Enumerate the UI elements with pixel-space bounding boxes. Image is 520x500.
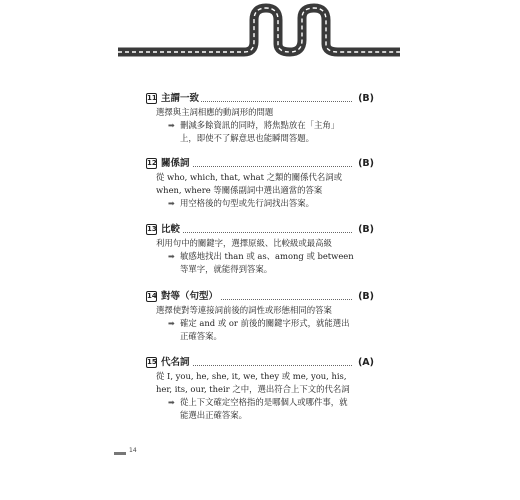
item-12 xyxy=(146,157,374,210)
item-11 xyxy=(146,92,374,145)
item-tip-text: 從上下文確定空格指的是哪個人或哪件事，就 能選出正確答案。 xyxy=(180,397,348,420)
item-title: 主謂一致 xyxy=(161,93,200,104)
item-tip-text: 確定 and 或 or 前後的關鍵字形式，就能選出 正確答案。 xyxy=(180,318,350,341)
road-decoration xyxy=(0,0,520,80)
item-tip xyxy=(168,317,374,343)
item-answer: (A) xyxy=(357,357,374,368)
item-tip-text: 刪減多餘資訊的同時，將焦點放在「主角」 上，即使不了解意思也能瞬間答題。 xyxy=(180,120,340,143)
item-description: 從 who, which, that, what 之類的關係代名詞或 xyxy=(156,172,343,182)
item-description: 利用句中的關鍵字，選擇原級、比較級或最高級 xyxy=(156,238,332,248)
arrow-right-icon: ➡ xyxy=(168,199,175,208)
item-number-badge: 12 xyxy=(147,159,157,167)
item-description: 選擇與主詞相應的動詞形的問題 xyxy=(156,107,274,117)
item-tip-text: 敏感地找出 than 或 as、among 或 between 等單字，就能得到答案。 xyxy=(180,251,354,274)
item-description: when, where 等關係副詞中選出適當的答案 xyxy=(156,185,323,195)
item-answer: (B) xyxy=(358,93,374,104)
page-number: 14 xyxy=(129,447,137,454)
item-tip xyxy=(168,119,374,145)
item-tip-text: 用空格後的句型或先行詞找出答案。 xyxy=(180,198,314,208)
item-number-badge: 13 xyxy=(147,225,157,233)
arrow-right-icon: ➡ xyxy=(168,121,175,130)
arrow-right-icon: ➡ xyxy=(168,319,175,328)
item-title: 比較 xyxy=(161,224,181,235)
item-title: 對等（句型） xyxy=(161,291,219,302)
item-title: 代名詞 xyxy=(161,357,190,368)
item-description: her, its, our, their 之中，選出符合上下文的代名詞 xyxy=(156,384,350,394)
item-number-badge: 11 xyxy=(147,94,157,102)
item-15 xyxy=(146,356,374,422)
item-answer: (B) xyxy=(358,224,374,235)
item-tip xyxy=(168,250,374,276)
item-number-badge: 14 xyxy=(147,292,157,300)
item-description: 從 I, you, he, she, it, we, they 或 me, you, his, xyxy=(156,371,347,381)
arrow-right-icon: ➡ xyxy=(168,398,175,407)
item-description: 選擇使對等連接詞前後的詞性或形態相同的答案 xyxy=(156,305,332,315)
item-answer: (B) xyxy=(358,158,374,169)
item-tip xyxy=(168,396,374,422)
item-title: 關係詞 xyxy=(161,158,190,169)
item-14 xyxy=(146,290,374,343)
leader-dots xyxy=(161,232,352,233)
item-tip xyxy=(168,197,374,210)
item-number-badge: 15 xyxy=(147,358,157,366)
page-number-bar xyxy=(114,452,126,455)
arrow-right-icon: ➡ xyxy=(168,252,175,261)
item-answer: (B) xyxy=(358,291,374,302)
item-13 xyxy=(146,223,374,276)
